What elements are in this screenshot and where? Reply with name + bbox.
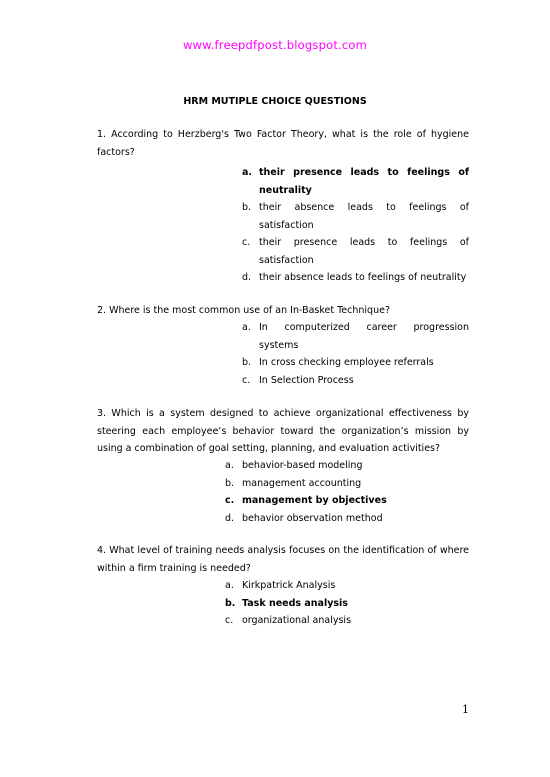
option-letter: b. — [225, 477, 235, 489]
option-3c — [225, 492, 470, 510]
option-text: behavior-based modeling — [242, 460, 363, 471]
question-1-options — [242, 164, 469, 287]
option-3d — [225, 510, 470, 528]
option-1a — [242, 164, 469, 199]
question-2: 2. Where is the most common use of an In-Basket Technique? — [97, 305, 390, 316]
option-text: Kirkpatrick Analysis — [242, 580, 336, 591]
option-1d — [242, 269, 469, 287]
option-1b — [242, 199, 469, 234]
option-3b — [225, 475, 470, 493]
option-text: In computerized career progression systems — [259, 322, 469, 351]
question-3: 3. Which is a system designed to achieve organizational effectiveness by steering each employee’s behavior toward the organization’s mission by using a combination of goal setting, planning, and evaluation activities? — [97, 408, 469, 454]
option-letter: a. — [225, 580, 234, 591]
option-letter: c. — [242, 374, 251, 386]
option-text: In Selection Process — [259, 374, 354, 386]
option-1c — [242, 234, 469, 269]
option-2c — [242, 372, 469, 390]
option-letter: b. — [225, 597, 236, 609]
option-letter: d. — [242, 272, 252, 283]
question-4-options — [225, 577, 470, 630]
option-letter: c. — [242, 237, 251, 248]
option-4b — [225, 595, 470, 613]
question-3-options — [225, 457, 470, 527]
option-letter: c. — [225, 615, 234, 626]
option-letter: b. — [242, 357, 252, 368]
option-text: management by objectives — [242, 495, 387, 506]
option-letter: a. — [225, 460, 234, 471]
option-2b — [242, 354, 469, 372]
option-text: their presence leads to feelings of satisfaction — [259, 237, 469, 266]
question-4: 4. What level of training needs analysis focuses on the identification of where within a firm training is needed? — [97, 545, 469, 574]
option-2a — [242, 319, 469, 354]
page-title: HRM MUTIPLE CHOICE QUESTIONS — [183, 96, 367, 107]
option-text: In cross checking employee referrals — [259, 357, 434, 368]
option-text: organizational analysis — [242, 615, 352, 626]
option-text: Task needs analysis — [242, 597, 348, 609]
option-text: their presence leads to feelings of neutrality — [259, 167, 469, 196]
question-1: 1. According to Herzberg's Two Factor Theory, what is the role of hygiene factors? — [97, 129, 469, 158]
option-letter: a. — [242, 167, 253, 178]
option-letter: c. — [225, 495, 235, 506]
header-link[interactable]: www.freepdfpost.blogspot.com — [182, 38, 368, 52]
option-text: behavior observation method — [242, 512, 383, 524]
option-text: management accounting — [242, 477, 362, 489]
option-4c — [225, 612, 470, 630]
option-letter: d. — [225, 512, 235, 524]
option-letter: a. — [242, 322, 251, 333]
option-4a — [225, 577, 470, 595]
page-number: 1 — [462, 703, 469, 716]
option-3a — [225, 457, 470, 475]
option-letter: b. — [242, 202, 252, 213]
option-text: their absence leads to feelings of satisfaction — [259, 202, 469, 231]
question-2-options — [242, 319, 469, 389]
option-text: their absence leads to feelings of neutrality — [259, 272, 467, 283]
